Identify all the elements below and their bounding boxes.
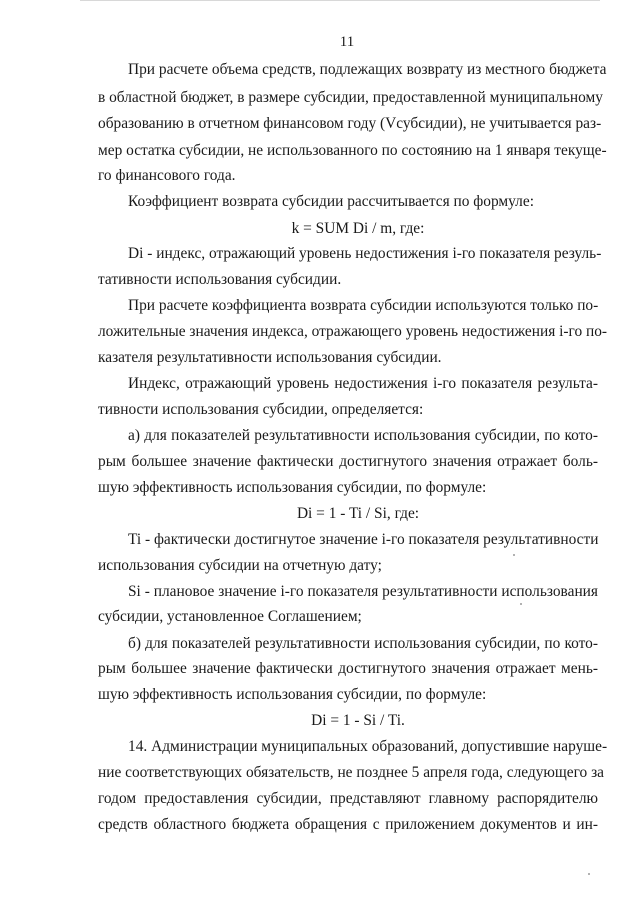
text-line: При расчете объема средств, подлежащих возврату из местного бюджета — [128, 61, 607, 78]
formula: Di = 1 - Ti / Si, где: — [296, 505, 420, 522]
text-line: Коэффициент возврата субсидии рассчитывается по формуле: — [128, 193, 534, 210]
text-line: мер остатка субсидии, не использованного по состоянию на 1 января текуще- — [98, 142, 607, 159]
page-number: 11 — [339, 34, 355, 50]
text-line: При расчете коэффициента возврата субсидии используются только по- — [128, 297, 599, 314]
text-line: го финансового года. — [98, 167, 236, 184]
scan-top-edge — [80, 0, 600, 1]
text-line: 14. Администрации муниципальных образований, допустившие наруше- — [128, 738, 608, 755]
text-line: Ti - фактически достигнутое значение i-го показателя результативности — [128, 531, 599, 548]
text-line: Индекс, отражающий уровень недостижения i-го показателя результа- — [128, 375, 598, 392]
text-line: Si - плановое значение i-го показателя результативности использования — [128, 583, 598, 600]
text-line: казателя результативности использования субсидии. — [98, 349, 442, 366]
text-line: годом предоставления субсидии, представляют главному распорядителю — [98, 790, 598, 807]
formula: k = SUM Di / m, где: — [291, 220, 425, 237]
text-line: в областной бюджет, в размере субсидии, предоставленной муниципальному — [98, 89, 603, 106]
text-line: тивности использования субсидии, определяется: — [98, 401, 424, 418]
text-line: шую эффективность использования субсидии, по формуле: — [98, 479, 487, 496]
text-line: средств областного бюджета обращения с приложением документов и ин- — [98, 816, 598, 833]
text-line: ние соответствующих обязательств, не позднее 5 апреля года, следующего за — [98, 764, 604, 781]
text-line: а) для показателей результативности использования субсидии, по кото- — [128, 427, 598, 444]
text-line: Di - индекс, отражающий уровень недостижения i-го показателя резуль- — [128, 245, 602, 262]
text-line: ложительные значения индекса, отражающего уровень недостижения i-го по- — [98, 323, 608, 340]
scan-speck — [588, 873, 590, 875]
text-line: б) для показателей результативности использования субсидии, по кото- — [128, 635, 598, 652]
text-line: шую эффективность использования субсидии, по формуле: — [98, 686, 487, 703]
text-line: субсидии, установленное Соглашением; — [98, 608, 362, 625]
text-line: использования субсидии на отчетную дату; — [98, 557, 382, 574]
text-line: рым большее значение фактически достигнутого значения отражает мень- — [98, 660, 598, 677]
text-line: тативности использования субсидии. — [98, 271, 342, 288]
scan-speck — [513, 554, 515, 556]
text-line: образованию в отчетном финансовом году (Vсубсидии), не учитывается раз- — [98, 115, 602, 132]
text-line: рым большее значение фактически достигнутого значения отражает боль- — [98, 453, 598, 470]
formula: Di = 1 - Si / Ti. — [311, 712, 405, 729]
scan-speck — [520, 603, 522, 605]
